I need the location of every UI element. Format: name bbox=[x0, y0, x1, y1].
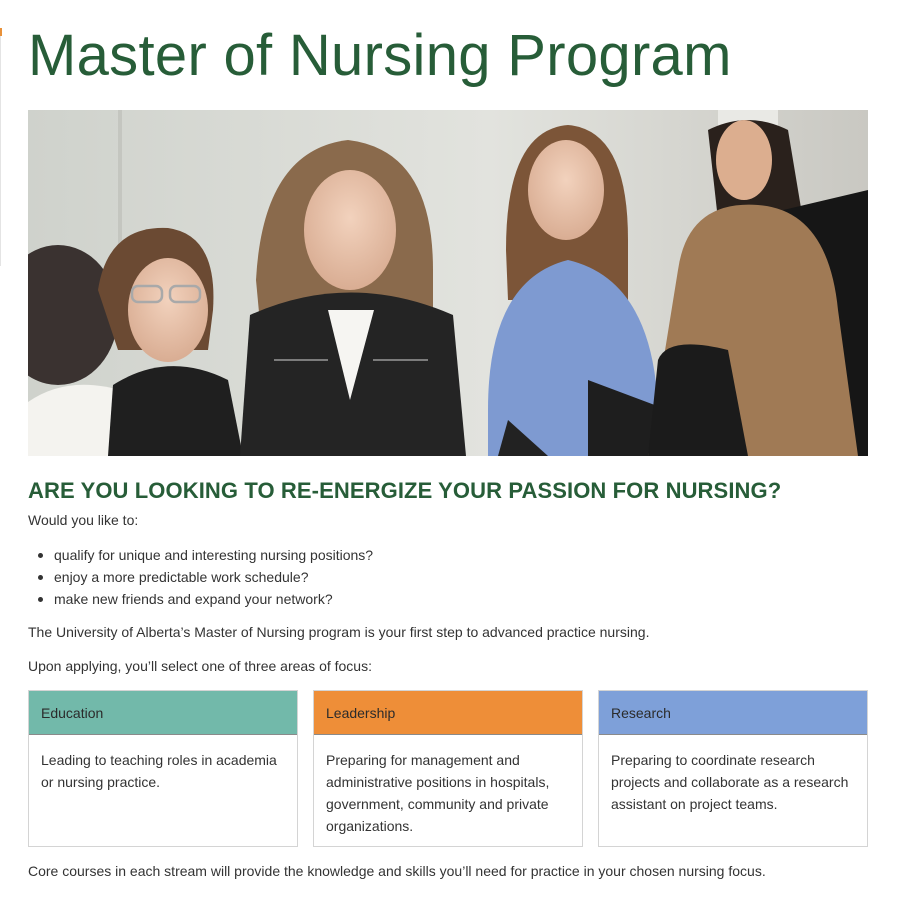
card-description-education: Leading to teaching roles in academia or nursing practice. bbox=[41, 752, 277, 790]
list-item: make new friends and expand your network? bbox=[54, 588, 868, 610]
card-research bbox=[598, 690, 868, 847]
left-accent-bar bbox=[0, 28, 2, 36]
card-description-leadership: Preparing for management and administrative positions in hospitals, government, community and private organizations. bbox=[326, 752, 550, 834]
card-description-research: Preparing to coordinate research projects and collaborate as a research assistant on project teams. bbox=[611, 752, 849, 812]
focus-intro: Upon applying, you’ll select one of three areas of focus: bbox=[28, 658, 372, 674]
card-header-leadership: Leadership bbox=[314, 691, 582, 735]
card-header-research: Research bbox=[599, 691, 867, 735]
page-title: Master of Nursing Program bbox=[28, 23, 732, 88]
photo-of-nursing-students-icon bbox=[28, 110, 868, 456]
left-divider bbox=[0, 36, 1, 266]
hero-image bbox=[28, 110, 868, 456]
section-heading: ARE YOU LOOKING TO RE-ENERGIZE YOUR PASSION FOR NURSING? bbox=[28, 478, 782, 503]
card-header-education: Education bbox=[29, 691, 297, 735]
benefits-list bbox=[28, 544, 868, 610]
program-description: The University of Alberta’s Master of Nursing program is your first step to advanced practice nursing. bbox=[28, 624, 650, 640]
main-content bbox=[28, 0, 868, 881]
card-leadership bbox=[313, 690, 583, 847]
list-item: qualify for unique and interesting nursing positions? bbox=[54, 544, 868, 566]
focus-area-cards bbox=[28, 690, 868, 847]
list-item: enjoy a more predictable work schedule? bbox=[54, 566, 868, 588]
card-education bbox=[28, 690, 298, 847]
intro-text: Would you like to: bbox=[28, 512, 139, 528]
core-courses-text: Core courses in each stream will provide the knowledge and skills you’ll need for practice in your chosen nursing focus. bbox=[28, 863, 766, 879]
